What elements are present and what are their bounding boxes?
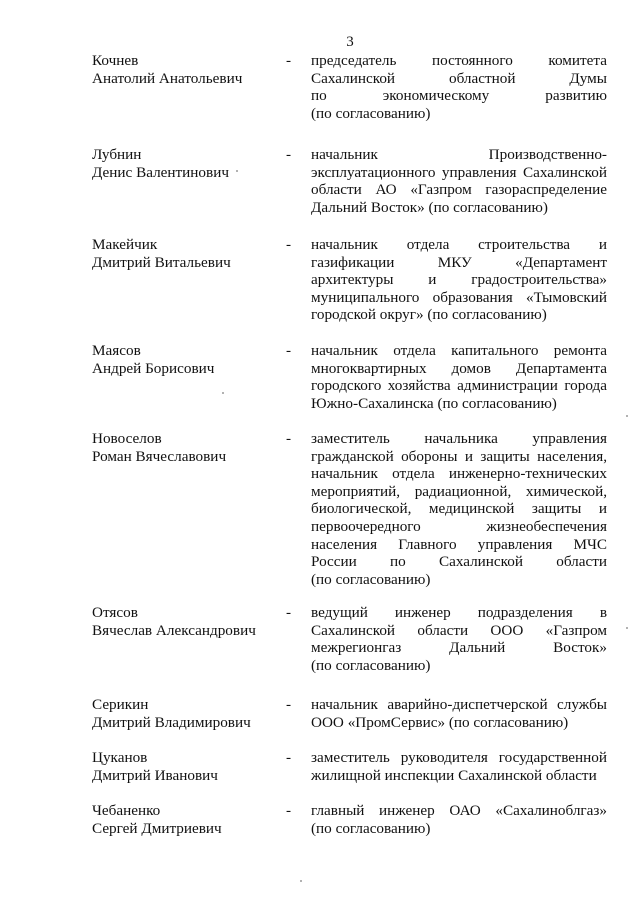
position-line: Дальний Восток» (по согласованию) [311,198,548,216]
position-line: начальник отдела инженерно-технических [311,465,607,483]
position-line: ООО «ПромСервис» (по согласованию) [311,713,569,731]
position-line: (по согласованию) [311,570,431,588]
position-line: начальник отдела строительства и [311,236,607,253]
dash-separator: - [286,749,292,766]
position-line: гражданской обороны и защиты населения, [311,447,607,465]
position-line: (по согласованию) [311,819,431,837]
position-line: межрегионгаз Дальний Восток» [311,639,607,657]
member-name [92,604,282,639]
position-line: ведущий инженер подразделения в [311,604,607,621]
position-line: городской округ» (по согласованию) [311,306,547,324]
dash-separator: - [286,342,292,359]
member-name [92,749,282,784]
position-line: газификации МКУ «Департамент [311,253,607,271]
member-position [311,146,607,216]
position-line: заместитель начальника управления [311,430,607,447]
scan-speck [626,415,628,417]
member-name [92,342,282,377]
member-given-names: Дмитрий Иванович [92,766,218,784]
position-line: многоквартирных домов Департамента [311,359,607,377]
scan-speck [626,627,628,629]
member-surname: Отясов [92,604,138,621]
position-line: заместитель руководителя государственной [311,749,607,766]
member-given-names: Денис Валентинович [92,163,229,181]
member-position [311,430,607,588]
position-line: первоочередного жизнеобеспечения [311,517,607,535]
position-line: городского хозяйства администрации города [311,377,607,395]
member-name [92,430,282,465]
member-name [92,146,282,181]
position-line: жилищной инспекции Сахалинской области [311,766,597,784]
position-line: Сахалинской области ООО «Газпром [311,621,607,639]
dash-separator: - [286,696,292,713]
member-position [311,696,607,731]
member-surname: Макейчик [92,236,158,253]
member-given-names: Сергей Дмитриевич [92,819,222,837]
position-line: области АО «Газпром газораспределение [311,181,607,199]
position-line: главный инженер ОАО «Сахалиноблгаз» [311,802,607,819]
member-name [92,52,282,87]
position-line: биологической, медицинской защиты и [311,500,607,518]
member-given-names: Вячеслав Александрович [92,621,256,639]
position-line: населения Главного управления МЧС [311,535,607,553]
dash-separator: - [286,604,292,621]
dash-separator: - [286,146,292,163]
member-name [92,696,282,731]
position-line: архитектуры и градостроительства» [311,271,607,289]
position-line: России по Сахалинской области [311,553,607,571]
member-position [311,749,607,784]
member-given-names: Дмитрий Витальевич [92,253,231,271]
position-line: Сахалинской областной Думы [311,69,607,87]
scan-speck [222,392,224,394]
member-position [311,802,607,837]
member-position [311,236,607,324]
member-given-names: Дмитрий Владимирович [92,713,251,731]
member-position [311,342,607,412]
position-line: начальник Производственно- [311,146,607,163]
member-surname: Новоселов [92,430,162,447]
member-given-names: Анатолий Анатольевич [92,69,243,87]
position-line: (по согласованию) [311,656,431,674]
position-line: Южно-Сахалинска (по согласованию) [311,394,557,412]
member-surname: Чебаненко [92,802,161,819]
member-position [311,52,607,122]
member-surname: Серикин [92,696,149,713]
scan-speck [300,880,302,882]
dash-separator: - [286,236,292,253]
dash-separator: - [286,52,292,69]
member-given-names: Роман Вячеславович [92,447,227,465]
position-line: муниципального образования «Тымовский [311,288,607,306]
member-surname: Маясов [92,342,141,359]
dash-separator: - [286,430,292,447]
member-position [311,604,607,674]
position-line: мероприятий, радиационной, химической, [311,482,607,500]
page-number: 3 [346,34,354,50]
scan-speck [236,170,238,172]
position-line: начальник отдела капитального ремонта [311,342,607,359]
position-line: по экономическому развитию [311,87,607,105]
position-line: председатель постоянного комитета [311,52,607,69]
position-line: (по согласованию) [311,104,431,122]
member-name [92,236,282,271]
member-name [92,802,282,837]
member-surname: Цуканов [92,749,148,766]
position-line: эксплуатационного управления Сахалинской [311,163,607,181]
member-given-names: Андрей Борисович [92,359,215,377]
member-surname: Лубнин [92,146,142,163]
dash-separator: - [286,802,292,819]
position-line: начальник аварийно-диспетчерской службы [311,696,607,713]
member-surname: Кочнев [92,52,139,69]
